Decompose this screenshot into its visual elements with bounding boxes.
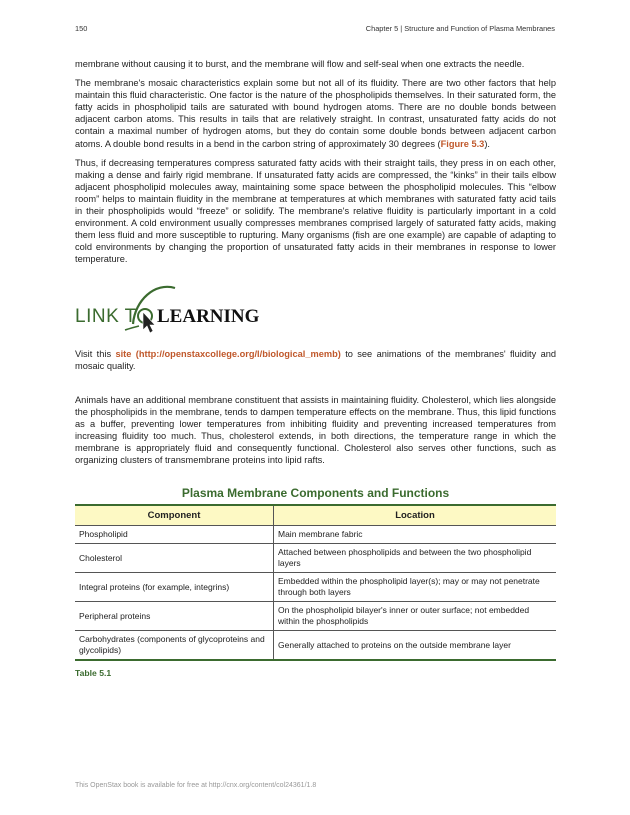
header-component: Component (75, 505, 274, 526)
paragraph-2-end: ). (484, 138, 490, 149)
table-row (75, 631, 556, 661)
table-row (75, 573, 556, 602)
paragraph-1: membrane without causing it to burst, and the membrane will flow and self-seal when one extracts the needle. (75, 59, 525, 69)
table-row (75, 544, 556, 573)
cell-component: Integral proteins (for example, integrins) (75, 573, 274, 602)
cell-location: Attached between phospholipids and between the two phospholipid layers (274, 544, 557, 573)
cell-component: Cholesterol (75, 544, 274, 573)
cell-component: Peripheral proteins (75, 602, 274, 631)
table-row (75, 526, 556, 544)
table-title: Plasma Membrane Components and Functions (181, 486, 450, 501)
paragraph-2-text: The membrane's mosaic characteristics explain some but not all of its fluidity. There are two other factors that help maintain this fluid characteristic. One factor is the nature of the phospholipids themselves. In their saturated form, the fatty acids in phospholipid tails are saturated with bound hydrogen atoms. There are no double bonds between adjacent carbon atoms. This results in tails that are relatively straight. In contrast, unsaturated fatty acids do not contain a maximal number of hydrogen atoms, but they do contain some double bonds between adjacent carbon atoms. A double bond results in a bend in the carbon string of approximately 30 degrees ( (75, 78, 556, 149)
cell-component: Phospholipid (75, 526, 274, 544)
logo-word-learning: LEARNING (157, 305, 260, 327)
cell-component: Carbohydrates (components of glycoproteins and glycolipids) (75, 631, 274, 661)
page-content (75, 58, 556, 678)
table-row (75, 602, 556, 631)
cursor-icon (143, 312, 155, 333)
cell-location: Embedded within the phospholipid layer(s); may or may not penetrate through both layers (274, 573, 557, 602)
cell-location: Generally attached to proteins on the outside membrane layer (274, 631, 557, 661)
paragraph-3: Thus, if decreasing temperatures compress saturated fatty acids with their straight tails, they press in on each other, making a dense and fairly rigid membrane. If unsaturated fatty acids are compressed, the “kinks” in their tails elbow adjacent phospholipid molecules away, maintaining some space between the phospholipid molecules. This “elbow room” helps to maintain fluidity in the membrane at temperatures at which membranes with saturated fatty acid tails in their phospholipids would “freeze” or solidify. The membrane's relative fluidity is particularly important in a cold environment. A cold environment usually compresses membranes comprised largely of saturated fatty acids, making them less fluid and more susceptible to rupturing. Many organisms (fish are one example) are capable of adapting to cold environments by changing the proportion of unsaturated fatty acids in their membranes in response to lower temperature. (75, 157, 556, 265)
components-table (75, 504, 556, 661)
figure-link[interactable]: Figure 5.3 (440, 138, 485, 149)
table-header-row (75, 505, 556, 526)
page-footer: This OpenStax book is available for free at http://cnx.org/content/col24361/1.8 (75, 782, 317, 789)
chapter-title: Chapter 5 | Structure and Function of Plasma Membranes (365, 24, 555, 33)
cell-location: On the phospholipid bilayer's inner or outer surface; not embedded within the phospholipids (274, 602, 557, 631)
visit-text-end: to see animations of the membranes' fluidity and mosaic quality. (75, 348, 556, 371)
visit-paragraph (75, 348, 556, 372)
paragraph-2 (75, 77, 556, 150)
cell-location: Main membrane fabric (274, 526, 557, 544)
site-link[interactable]: site (http://openstaxcollege.org/l/biological_memb) (115, 348, 341, 359)
visit-text: Visit this (75, 348, 116, 359)
page-number: 150 (75, 24, 88, 33)
table-label: Table 5.1 (75, 668, 112, 679)
paragraph-4: Animals have an additional membrane constituent that assists in maintaining fluidity. Cholesterol, which lies alongside the phospholipids in the membrane, tends to dampen temperature effects on the membrane. Thus, this lipid functions as a buffer, preventing lower temperatures from inhibiting fluidity and preventing increased temperatures from increasing fluidity too much. Thus, cholesterol extends, in both directions, the temperature range in which the membrane is appropriately fluid and consequently functional. Cholesterol also serves other functions, such as organizing clusters of transmembrane proteins into lipid rafts. (75, 394, 556, 466)
link-to-learning-banner (75, 280, 556, 340)
page-header (75, 24, 555, 36)
link-to-learning-logo (75, 280, 275, 340)
logo-word-link: LINK T (75, 305, 137, 327)
header-location: Location (274, 505, 557, 526)
